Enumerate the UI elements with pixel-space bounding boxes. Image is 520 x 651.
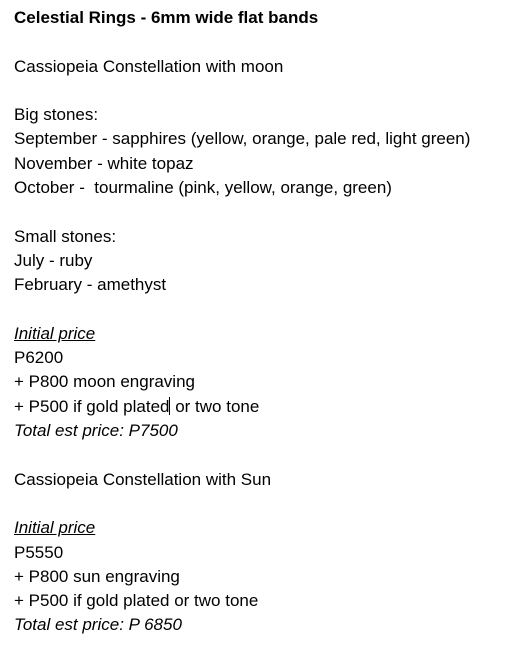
initial-price-heading-sun: Initial price xyxy=(14,518,96,538)
initial-price-heading-moon: Initial price xyxy=(14,323,96,343)
small-stone-february: February - amethyst xyxy=(14,275,167,295)
big-stone-october: October - tourmaline (pink, yellow, orange, green) xyxy=(14,178,392,198)
addon-plating-sun: + P500 if gold plated or two tone xyxy=(14,591,259,611)
blank-line xyxy=(14,492,514,516)
addon-plating-text-before: + P500 if gold plated xyxy=(14,396,170,416)
blank-line xyxy=(14,30,514,54)
small-stone-july: July - ruby xyxy=(14,250,93,270)
addon-sun-engraving: + P800 sun engraving xyxy=(14,566,180,586)
big-stone-november: November - white topaz xyxy=(14,153,194,173)
blank-line xyxy=(14,298,514,322)
blank-line xyxy=(14,79,514,103)
initial-price-moon: P6200 xyxy=(14,348,64,368)
addon-moon-engraving: + P800 moon engraving xyxy=(14,372,195,392)
blank-line xyxy=(14,200,514,224)
initial-price-sun: P5550 xyxy=(14,542,64,562)
document-body[interactable] xyxy=(14,6,514,638)
document-title: Celestial Rings - 6mm wide flat bands xyxy=(14,8,319,27)
design-name-moon: Cassiopeia Constellation with moon xyxy=(14,56,284,76)
total-price-sun: Total est price: P 6850 xyxy=(14,615,182,635)
blank-line xyxy=(14,443,514,467)
addon-plating-moon xyxy=(14,395,514,419)
big-stones-heading: Big stones: xyxy=(14,105,99,125)
small-stones-heading: Small stones: xyxy=(14,226,117,246)
big-stone-september: September - sapphires (yellow, orange, pale red, light green) xyxy=(14,129,471,149)
design-name-sun: Cassiopeia Constellation with Sun xyxy=(14,469,272,489)
total-price-moon: Total est price: P7500 xyxy=(14,421,178,441)
addon-plating-text-after: or two tone xyxy=(170,396,260,416)
